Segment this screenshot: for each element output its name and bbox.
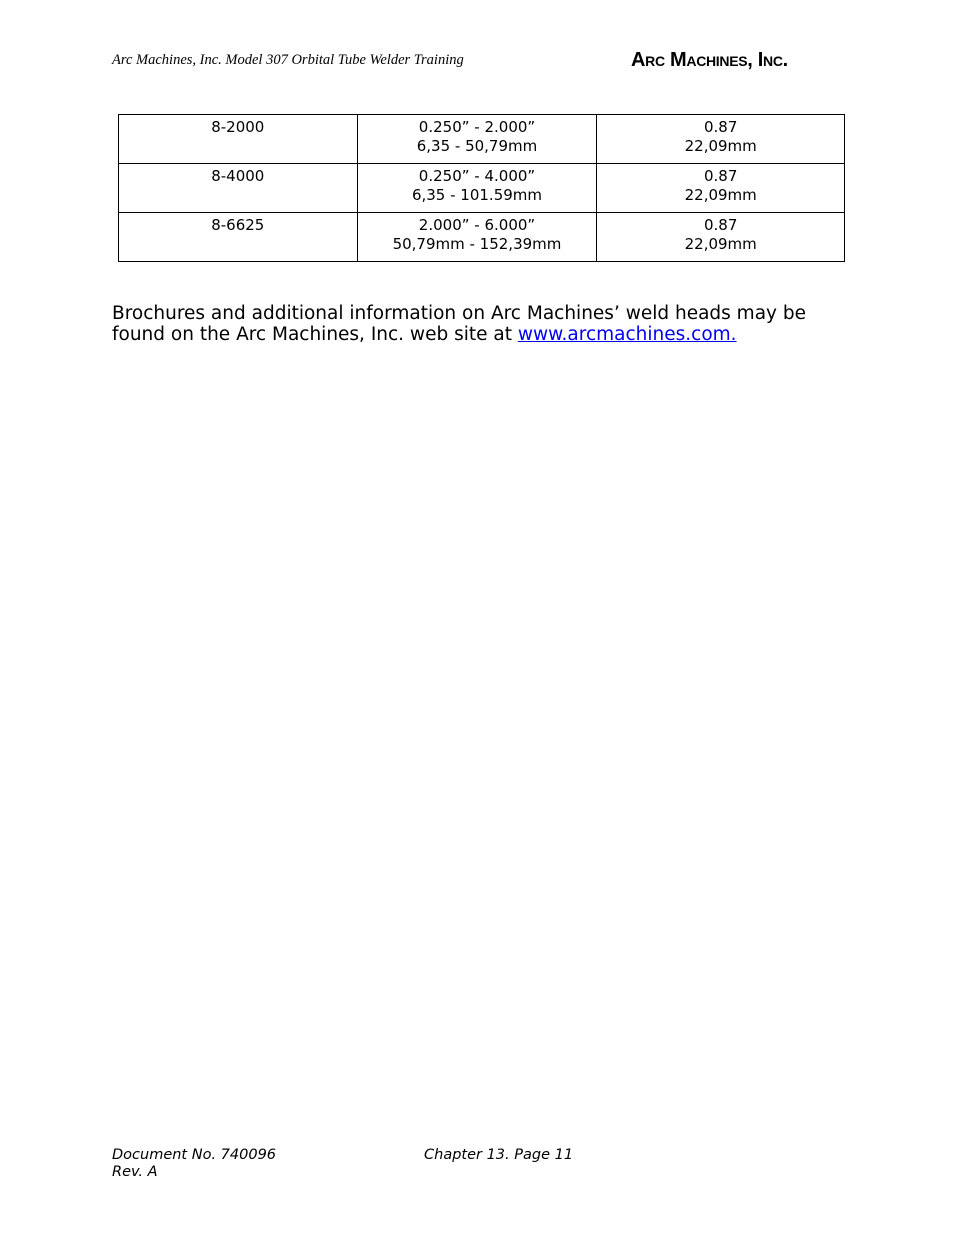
brochure-paragraph xyxy=(112,303,842,345)
model-cell: 8-6625 xyxy=(119,213,358,262)
weld-head-spec-table xyxy=(118,114,845,262)
header-title: Arc Machines, Inc. Model 307 Orbital Tube Welder Training xyxy=(112,52,464,68)
table-row xyxy=(119,115,845,164)
value-cell: 0.87 22,09mm xyxy=(597,115,845,164)
value-cell: 0.87 22,09mm xyxy=(597,164,845,213)
website-link[interactable]: www.arcmachines.com. xyxy=(517,324,737,345)
model-cell: 8-2000 xyxy=(119,115,358,164)
table-row xyxy=(119,213,845,262)
range-cell: 0.250” - 4.000” 6,35 - 101.59mm xyxy=(357,164,597,213)
footer-document-info xyxy=(112,1147,276,1181)
page-number: Chapter 13. Page 11 xyxy=(424,1147,574,1163)
range-cell: 2.000” - 6.000” 50,79mm - 152,39mm xyxy=(357,213,597,262)
paragraph-text: Brochures and additional information on Arc Machines’ weld heads may be found on the Arc Machines, Inc. web site at xyxy=(112,303,806,345)
model-cell: 8-4000 xyxy=(119,164,358,213)
company-logo: Arc Machines, Inc. xyxy=(631,49,788,71)
range-cell: 0.250” - 2.000” 6,35 - 50,79mm xyxy=(357,115,597,164)
table-row xyxy=(119,164,845,213)
value-cell: 0.87 22,09mm xyxy=(597,213,845,262)
revision: Rev. A xyxy=(112,1164,158,1180)
document-number: Document No. 740096 xyxy=(112,1147,277,1163)
